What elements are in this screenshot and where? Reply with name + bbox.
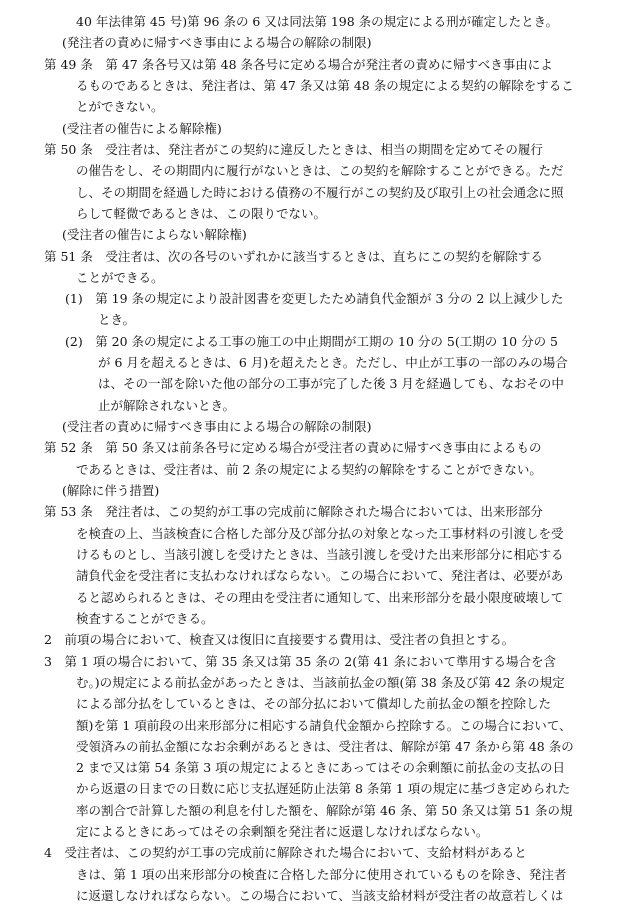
text-line: らして軽微であるときは、この限りでない。 xyxy=(76,205,327,221)
article-49: 第 49 条 第 47 条各号又は第 48 条各号に定める場合が発注者の責めに帰すべき事由によ xyxy=(44,56,553,72)
text-line: 額)を第 1 項前段の出来形部分に相応する請負代金額から控除する。この場合において、 xyxy=(76,717,572,733)
text-line: とができない。 xyxy=(76,99,164,115)
text-line: は、その一部を除いた他の部分の工事が完了した後 3 月を経過しても、なおその中 xyxy=(98,376,564,392)
text-line: であるときは、受注者は、前 2 条の規定による契約の解除をすることができない。 xyxy=(76,461,542,477)
section-heading: (発注者の責めに帰すべき事由による場合の解除の制限) xyxy=(62,35,372,51)
text-line: から返還の日までの日数に応じ支払遅延防止法第 8 条第 1 項の規定に基づき定められた xyxy=(76,781,571,797)
item-1: (1) 第 19 条の規定により設計図書を変更したため請負代金額が 3 分の 2 以上減少した xyxy=(65,291,564,307)
section-heading: (受注者の責めに帰すべき事由による場合の解除の制限) xyxy=(62,419,372,434)
section-heading: (解除に伴う措置) xyxy=(62,483,160,498)
text-line: を検査の上、当該検査に合格した部分及び部分払の対象となった工事材料の引渡しを受 xyxy=(76,525,564,541)
text-line: るものであるときは、発注者は、第 47 条又は第 48 条の規定による契約の解除をするこ xyxy=(76,78,574,93)
article-51: 第 51 条 受注者は、次の各号のいずれかに該当するときは、直ちにこの契約を解除する xyxy=(44,248,543,264)
text-line: が 6 月を超えるときは、6 月)を超えたとき。ただし、中止が工事の一部のみの場合 xyxy=(98,355,568,371)
section-heading: (受注者の催告によらない解除権) xyxy=(62,227,247,243)
text-line: 請負代金を受注者に支払わなければならない。この場合において、発注者は、必要があ xyxy=(76,568,564,584)
article-52: 第 52 条 第 50 条又は前条各号に定める場合が受注者の責めに帰すべき事由によるもの xyxy=(44,440,542,456)
text-line: に返還しなければならない。この場合において、当該支給材料が受注者の故意若しくは xyxy=(76,888,564,903)
text-line: の催告をし、その期間内に履行がないときは、この契約を解除することができる。ただ xyxy=(76,163,564,179)
paragraph-3: 3 第 1 項の場合において、第 35 条又は第 35 条の 2(第 41 条において準用する場合を含 xyxy=(44,653,556,669)
section-heading: (受注者の催告による解除権) xyxy=(62,120,222,136)
text-line: 止が解除されないとき。 xyxy=(98,397,236,413)
text-line: 定によるときにあってはその余剰額を発注者に返還しなければならない。 xyxy=(76,824,489,839)
text-line: 率の割合で計算した額の利息を付した額を、解除が第 46 条、第 50 条又は第 51 条の規 xyxy=(76,802,573,818)
text-line: し、その期間を経過した時における債務の不履行がこの契約及び取引上の社会通念に照 xyxy=(76,184,564,200)
paragraph-4: 4 受注者は、この契約が工事の完成前に解除された場合において、支給材料があると xyxy=(44,845,527,861)
text-line: きは、第 1 項の出来形部分の検査に合格した部分に使用されているものを除き、発注者 xyxy=(76,866,567,882)
text-line: ると認められるときは、その理由を受注者に通知して、出来形部分を最小限度破壊して xyxy=(76,589,564,605)
text-line: とき。 xyxy=(98,312,136,328)
text-line: による部分払をしているときは、その部分払において償却した前払金の額を控除した xyxy=(76,696,552,712)
text-line: 2 まで又は第 54 条第 3 項の規定によるときにあってはその余剰額に前払金の支払の日 xyxy=(76,760,566,776)
text-line: 受領済みの前払金額になお余剰があるときは、受注者は、解除が第 47 条から第 48 条の xyxy=(76,738,574,754)
text-line: 40 年法律第 45 号)第 96 条の 6 又は同法第 198 条の規定による刑が確定したとき。 xyxy=(76,14,559,29)
article-50: 第 50 条 受注者は、発注者がこの契約に違反したときは、相当の期間を定めてその履行 xyxy=(44,141,543,157)
article-53: 第 53 条 発注者は、この契約が工事の完成前に解除された場合においては、出来形部分 xyxy=(44,504,543,520)
item-2: (2) 第 20 条の規定による工事の施工の中止期間が工期の 10 分の 5(工期の 10 分の 5 xyxy=(65,333,558,349)
text-line: ことができる。 xyxy=(76,269,164,285)
paragraph-2: 2 前項の場合において、検査又は復旧に直接要する費用は、受注者の負担とする。 xyxy=(44,632,515,648)
text-line: む。)の規定による前払金があったときは、当該前払金の額(第 38 条及び第 42 条の規定 xyxy=(76,674,565,690)
text-line: けるものとし、当該引渡しを受けたときは、当該引渡しを受けた出来形部分に相応する xyxy=(76,546,564,562)
text-line: 検査することができる。 xyxy=(76,610,214,626)
